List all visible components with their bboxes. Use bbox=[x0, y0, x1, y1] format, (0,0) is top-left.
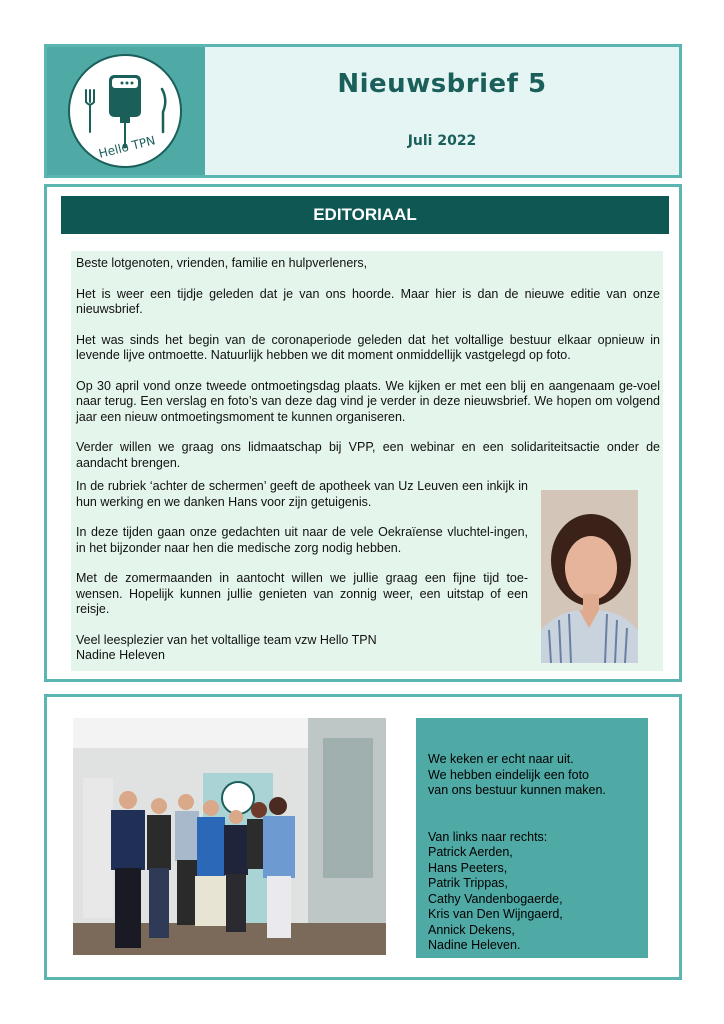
caption-name: Nadine Heleven. bbox=[428, 938, 521, 952]
editorial-paragraph: Het was sinds het begin van de coronaperiode geleden dat het voltallige bestuur elkaar opnieuw in levende lijve ontmoette. Natuurlijk hebben we dit moment onmiddellijk vastgelegd op foto. bbox=[76, 332, 660, 362]
caption-name: Hans Peeters, bbox=[428, 860, 508, 875]
editorial-signature: Nadine Heleven bbox=[76, 648, 165, 662]
editorial-closing: Veel leesplezier van het voltallige team vzw Hello TPN bbox=[76, 632, 377, 647]
editorial-body bbox=[71, 251, 663, 671]
board-group-photo bbox=[73, 718, 386, 955]
photo-caption bbox=[428, 752, 640, 954]
editorial-paragraph: Het is weer een tijdje geleden dat je van ons hoorde. Maar hier is dan de nieuwe editie van onze nieuwsbrief. bbox=[76, 286, 660, 316]
editorial-paragraph: Met de zomermaanden in aantocht willen we jullie graag een fijne tijd toe-wensen. Hopelijk kunnen jullie genieten van zonnig weer, een uitstap of een reisje. bbox=[76, 571, 528, 616]
editorial-section bbox=[44, 184, 682, 682]
editorial-heading: EDITORIAAL bbox=[61, 196, 669, 234]
caption-name: Kris van Den Wijngaerd, bbox=[428, 907, 563, 921]
caption-line: We keken er echt naar uit. bbox=[428, 752, 574, 766]
newsletter-date: Juli 2022 bbox=[407, 133, 477, 149]
caption-line: We hebben eindelijk een foto bbox=[428, 767, 589, 782]
editorial-paragraph: Verder willen we graag ons lidmaatschap bij VPP, een webinar en een solidariteitsactie onder de aandacht brengen. bbox=[76, 440, 660, 470]
editorial-paragraph: Op 30 april vond onze tweede ontmoetingsdag plaats. We kijken er met een blij en aangenaam ge-voel naar terug. Een verslag en foto’s van deze dag vind je verder in deze nieuwsbrief. We hopen om volgend jaar een nieuw ontmoetingsmoment te kunnen organiseren. bbox=[76, 378, 660, 424]
caption-name: Patrik Trippas, bbox=[428, 876, 508, 890]
photo-caption-box bbox=[416, 718, 648, 958]
hello-tpn-logo bbox=[68, 54, 182, 168]
editorial-paragraph: Beste lotgenoten, vrienden, familie en hulpverleners, bbox=[76, 256, 368, 270]
editorial-paragraph: In deze tijden gaan onze gedachten uit naar de vele Oekraïense vluchtel-ingen, in het bijzonder naar hen die medische zorg nodig hebben. bbox=[76, 525, 528, 555]
caption-name: Annick Dekens, bbox=[428, 922, 515, 937]
editorial-paragraph: In de rubriek ‘achter de schermen’ geeft de apotheek van Uz Leuven een inkijk in hun werking en we danken Hans voor zijn getuigenis. bbox=[76, 479, 528, 509]
caption-name: Patrick Aerden, bbox=[428, 845, 513, 859]
logo-text: Hello TPN bbox=[97, 133, 157, 161]
caption-list-heading: Van links naar rechts: bbox=[428, 829, 548, 844]
newsletter-header bbox=[44, 44, 682, 178]
newsletter-title: Nieuwsbrief 5 bbox=[337, 69, 547, 99]
board-photo-section bbox=[44, 694, 682, 980]
caption-name: Cathy Vandenbogaerde, bbox=[428, 891, 563, 906]
logo-panel bbox=[47, 47, 205, 175]
portrait-photo bbox=[541, 490, 638, 663]
caption-line: van ons bestuur kunnen maken. bbox=[428, 783, 606, 797]
